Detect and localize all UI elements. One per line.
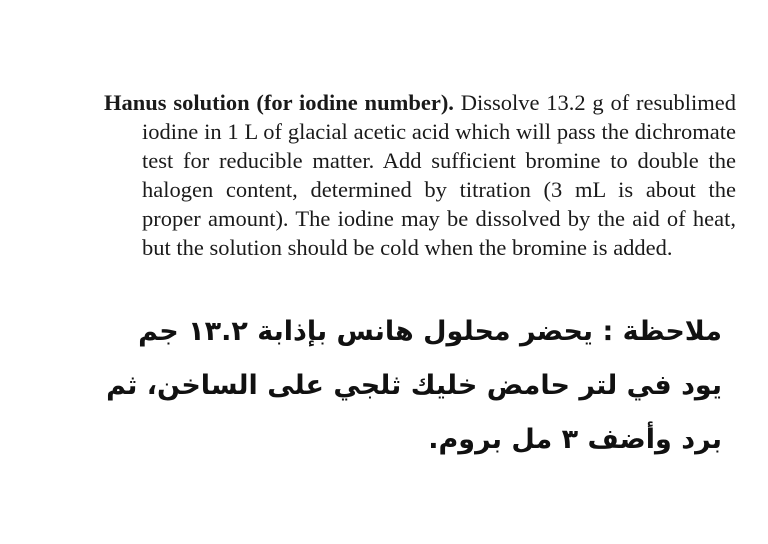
reagent-entry <box>104 88 736 262</box>
entry-body: Dissolve 13.2 g of resublimed iodine in 1 L of glacial acetic acid which will pass the dichromate test for reducible matter. Add sufficient bromine to double the halogen content, determined by titration (3 mL is about the proper amount). The iodine may be dissolved by the aid of heat, but the solution should be cold when the bromine is added. <box>142 90 736 260</box>
arabic-note: ملاحظة : يحضر محلول هانس بإذابة ١٣.٢ جم يود في لتر حامض خليك ثلجي على الساخن، ثم برد وأضف ٣ مل بروم. <box>106 316 722 455</box>
entry-term: Hanus solution (for iodine number). <box>104 90 454 115</box>
